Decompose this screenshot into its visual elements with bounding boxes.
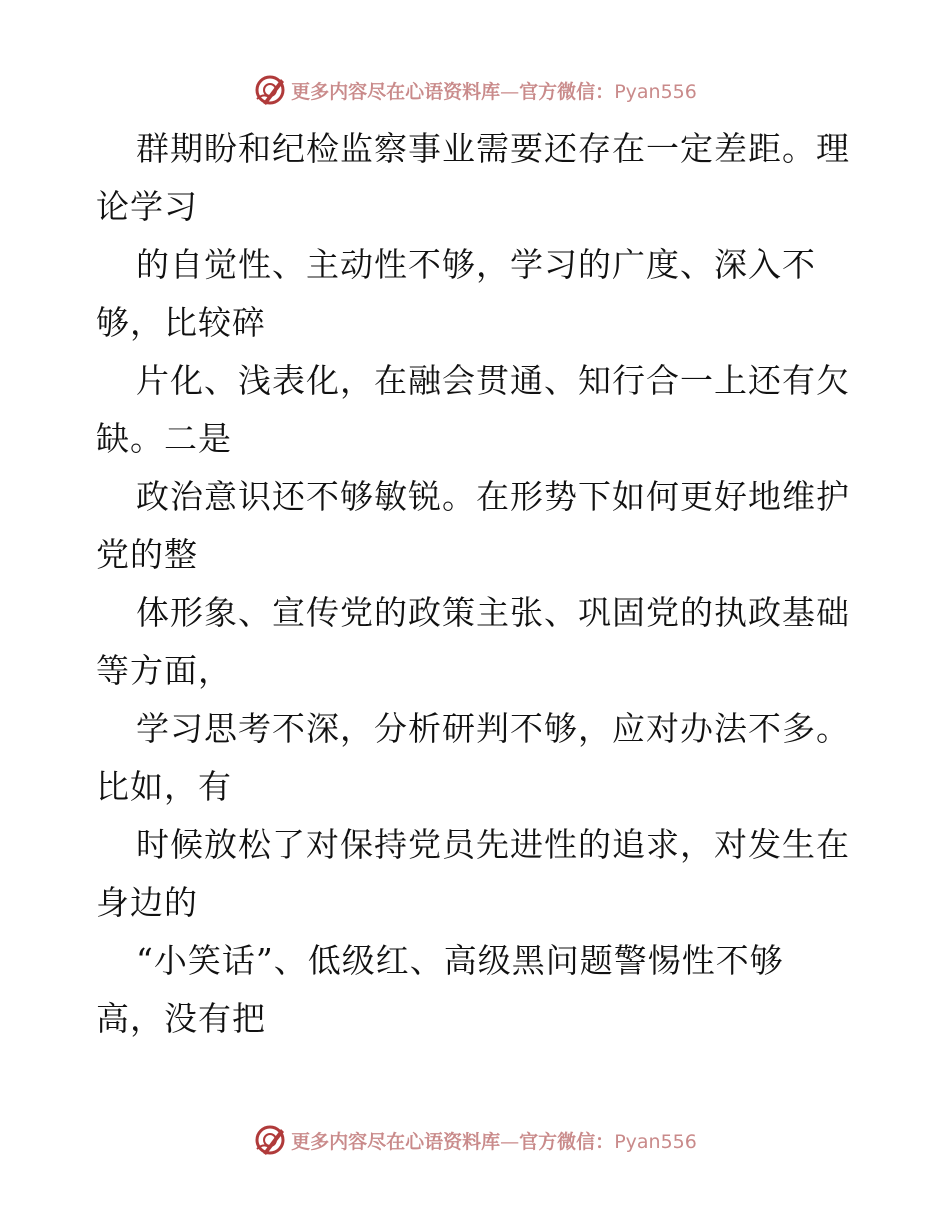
text-line: 体形象、宣传党的政策主张、巩固党的执政基础 [136, 593, 850, 632]
text-line: 高，没有把 [96, 999, 266, 1038]
text-line: 群期盼和纪检监察事业需要还存在一定差距。理 [136, 129, 850, 168]
footer-banner [0, 1120, 950, 1160]
text-line: 的自觉性、主动性不够，学习的广度、深入不 [136, 245, 816, 284]
text-line: 缺。二是 [96, 419, 232, 458]
banner-title: 更多内容尽在心语资料库 [291, 80, 501, 103]
text-line: 时候放松了对保持党员先进性的追求，对发生在 [136, 825, 850, 864]
text-line: 等方面， [96, 651, 232, 690]
text-line: 够，比较碎 [96, 303, 266, 342]
banner-dash: — [500, 1130, 520, 1153]
pen-logo-icon [253, 1123, 287, 1157]
document-body [96, 120, 856, 1048]
text-line: 政治意识还不够敏锐。在形势下如何更好地维护 [136, 477, 850, 516]
banner-dash: — [500, 80, 520, 103]
text-line: 论学习 [96, 187, 198, 226]
banner-title: 更多内容尽在心语资料库 [291, 1130, 501, 1153]
header-banner [0, 70, 950, 110]
banner-wechat-id: Pyan556 [614, 1130, 697, 1153]
text-line: 片化、浅表化，在融会贯通、知行合一上还有欠 [136, 361, 850, 400]
text-line: “小笑话”、低级红、高级黑问题警惕性不够 [136, 941, 784, 980]
banner-wechat-label: 官方微信： [519, 1130, 615, 1153]
text-line: 党的整 [96, 535, 198, 574]
text-line: 身边的 [96, 883, 198, 922]
banner-wechat-id: Pyan556 [614, 80, 697, 103]
pen-logo-icon [253, 73, 287, 107]
text-line: 比如，有 [96, 767, 232, 806]
text-line: 学习思考不深，分析研判不够，应对办法不多。 [136, 709, 850, 748]
banner-wechat-label: 官方微信： [519, 80, 615, 103]
